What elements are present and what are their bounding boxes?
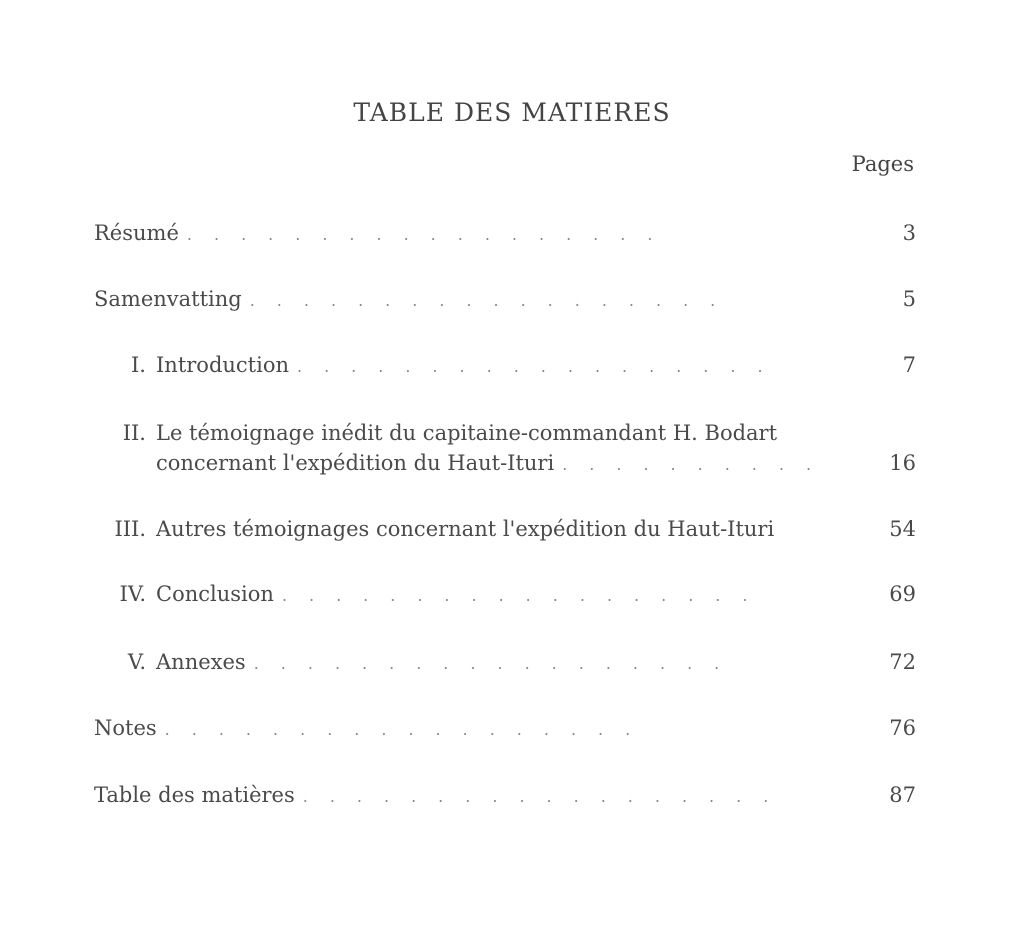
leader-dots: .................. bbox=[253, 654, 742, 673]
chapter-number: I. bbox=[131, 353, 146, 377]
toc-label-line2: concernant l'expédition du Haut-Ituri bbox=[156, 451, 555, 475]
toc-page-number: 87 bbox=[889, 783, 916, 807]
toc-label: Introduction bbox=[156, 353, 289, 377]
leader-dots: .................. bbox=[297, 357, 785, 376]
toc-entry-temoignage-bodart bbox=[94, 418, 916, 478]
toc-entry-annexes bbox=[94, 647, 916, 677]
toc-label: Notes bbox=[94, 716, 157, 740]
toc-page-number: 16 bbox=[889, 451, 916, 475]
toc-page-number: 7 bbox=[902, 353, 916, 377]
page-title: TABLE DES MATIERES bbox=[353, 98, 671, 127]
toc-label-line1: Le témoignage inédit du capitaine-commandant H. Bodart bbox=[156, 421, 778, 445]
toc-entry-samenvatting bbox=[94, 284, 916, 314]
toc-label: Table des matières bbox=[94, 783, 295, 807]
pages-column-header: Pages bbox=[851, 152, 914, 176]
leader-dots: .................. bbox=[302, 787, 791, 806]
toc-entry-table-des-matieres bbox=[94, 780, 916, 810]
toc-page-number: 72 bbox=[889, 650, 916, 674]
toc-entry-resume bbox=[94, 218, 916, 248]
toc-page-number: 69 bbox=[889, 582, 916, 606]
toc-label: Annexes bbox=[156, 650, 246, 674]
toc-entry-conclusion bbox=[94, 579, 916, 609]
chapter-number: IV. bbox=[119, 582, 146, 606]
leader-dots: .................. bbox=[164, 720, 653, 739]
leader-dots: .................. bbox=[249, 291, 738, 310]
toc-entry-autres-temoignages bbox=[94, 514, 916, 544]
leader-dots: .................. bbox=[281, 586, 770, 605]
chapter-number: V. bbox=[127, 650, 146, 674]
toc-label: Conclusion bbox=[156, 582, 274, 606]
toc-page-number: 3 bbox=[902, 221, 916, 245]
leader-dots: .................. bbox=[186, 225, 675, 244]
toc-page-number: 54 bbox=[889, 517, 916, 541]
chapter-number: III. bbox=[114, 517, 146, 541]
toc-label: Samenvatting bbox=[94, 287, 242, 311]
toc-label: Résumé bbox=[94, 221, 179, 245]
leader-dots: .......... bbox=[562, 455, 834, 474]
toc-label: Autres témoignages concernant l'expédition du Haut-Ituri bbox=[156, 517, 775, 541]
toc-page-number: 76 bbox=[889, 716, 916, 740]
chapter-number: II. bbox=[122, 421, 146, 445]
toc-page-number: 5 bbox=[902, 287, 916, 311]
toc-entry-notes bbox=[94, 713, 916, 743]
toc-entry-introduction bbox=[94, 350, 916, 380]
